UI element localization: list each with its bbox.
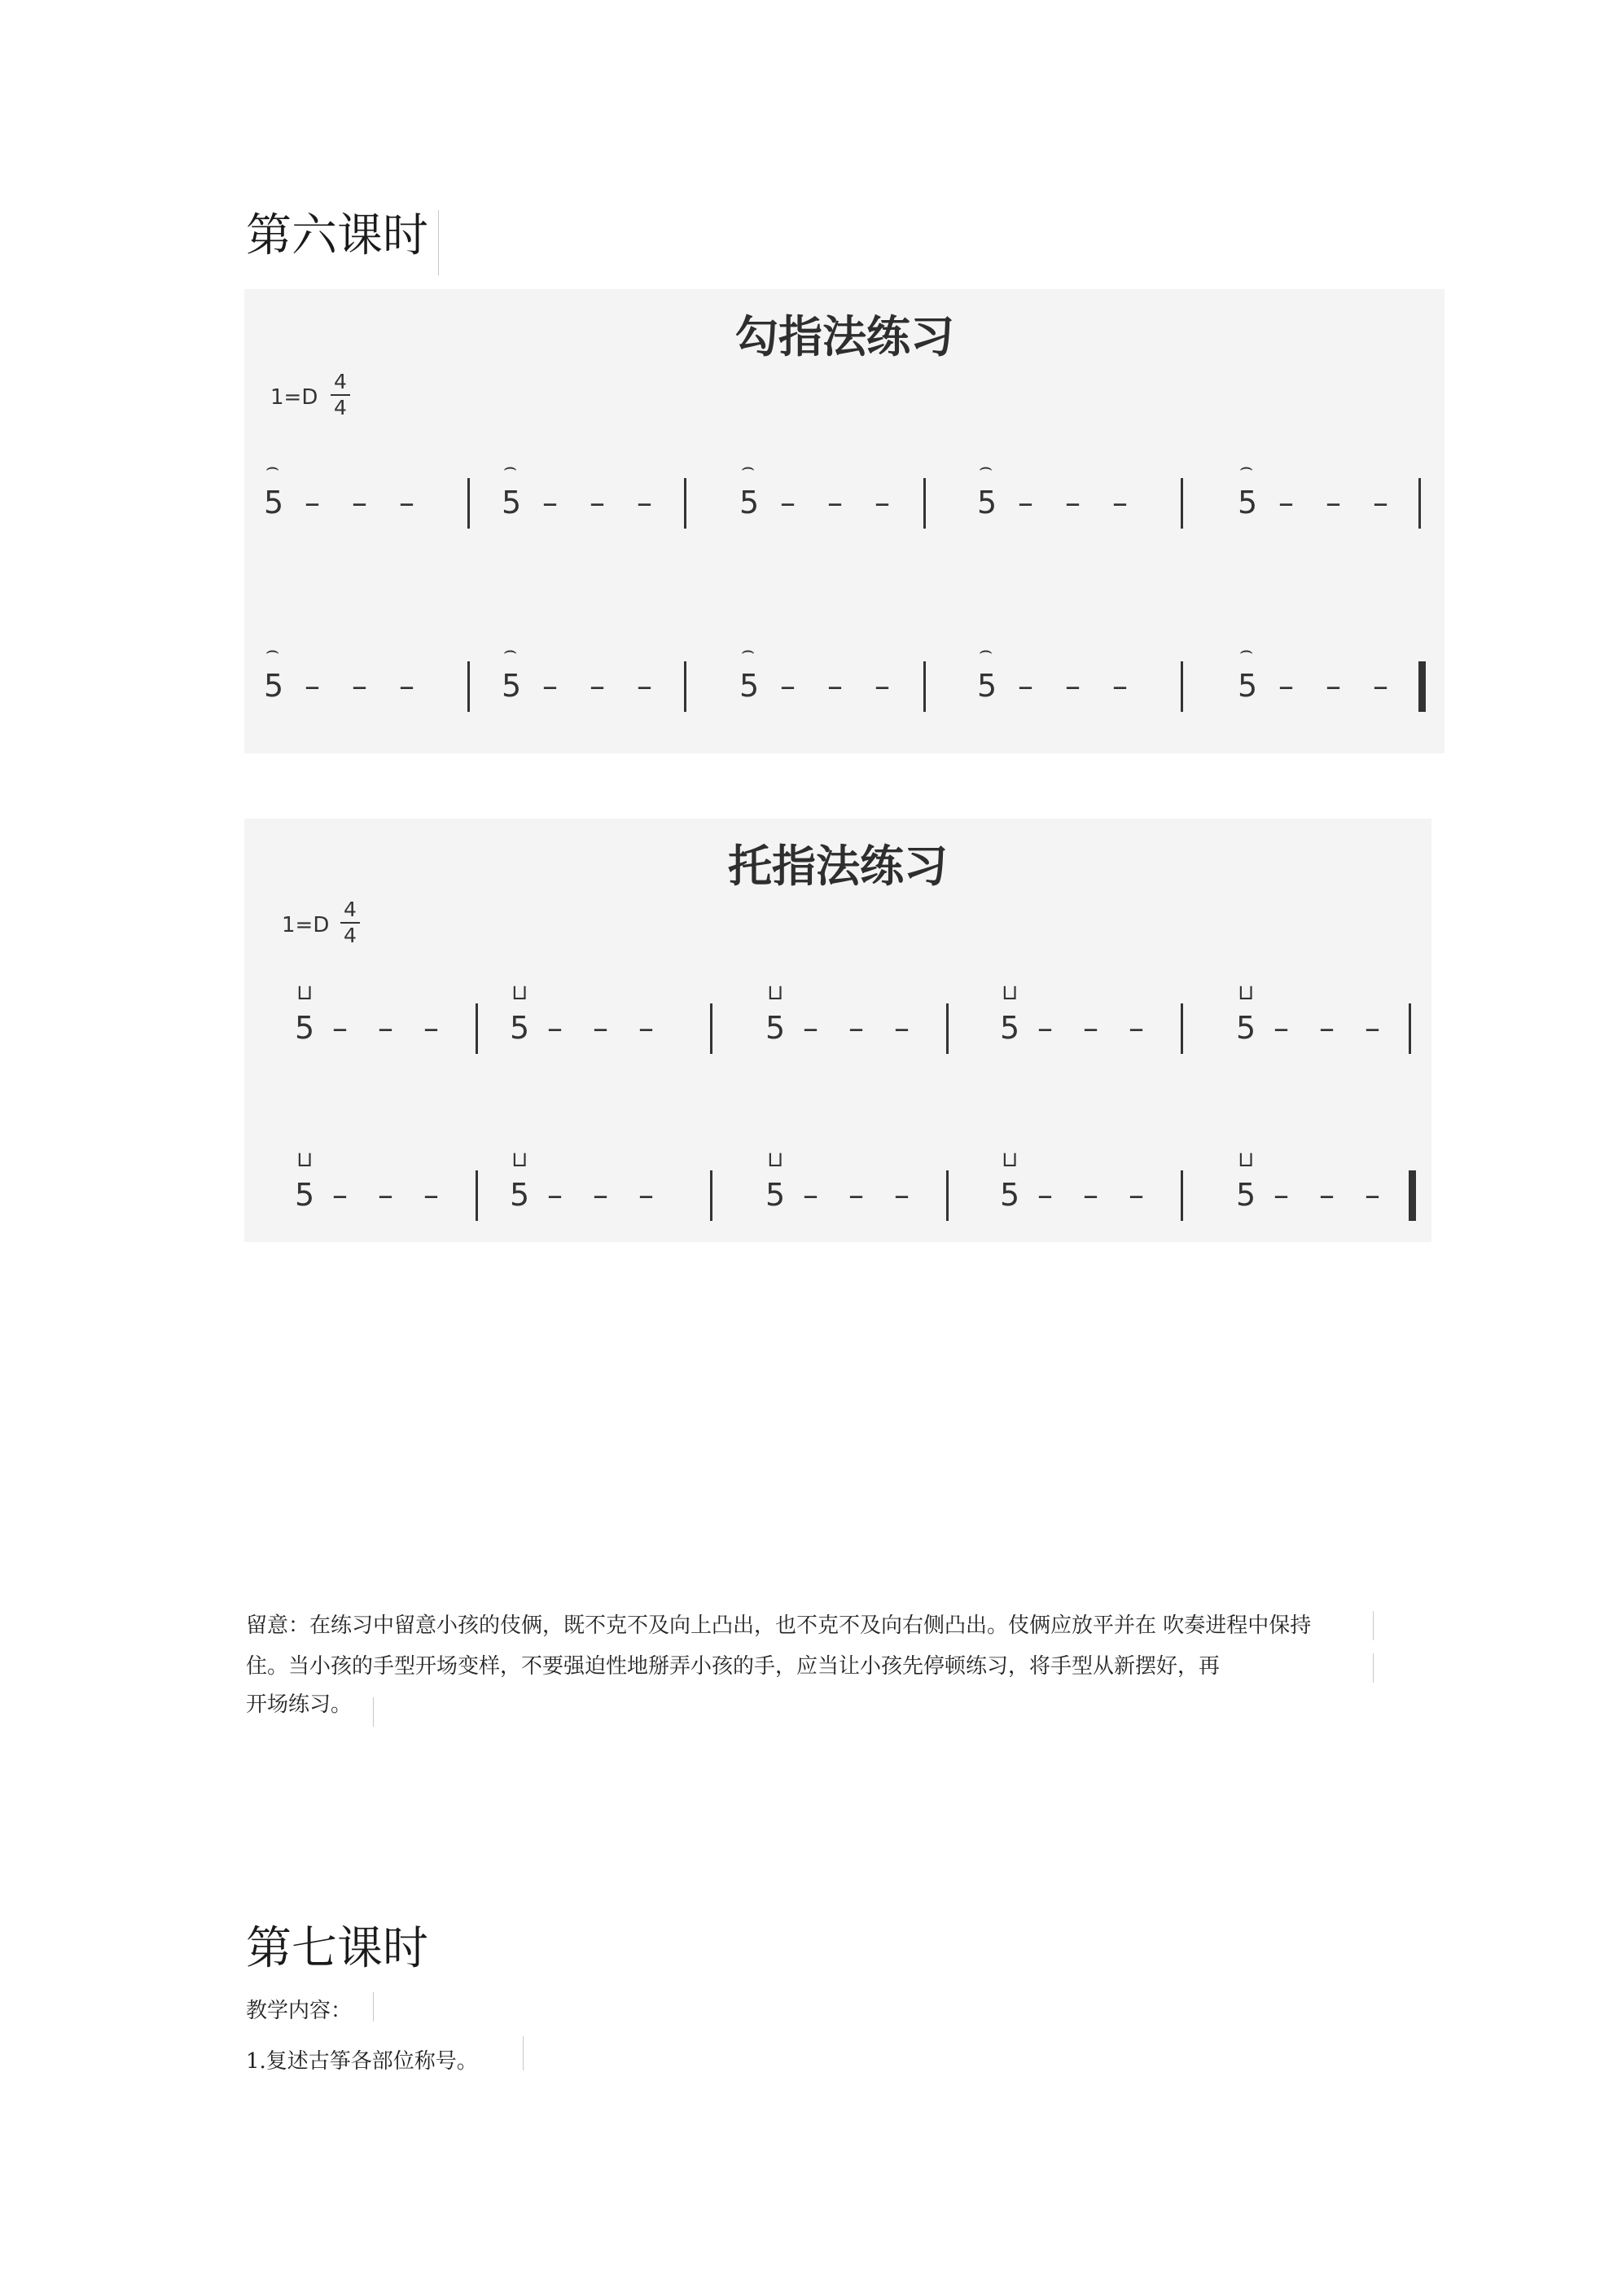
duration-dash: – — [1112, 668, 1128, 704]
text-cursor — [523, 2036, 524, 2070]
duration-dash: – — [590, 668, 605, 704]
score-title: 勾指法练习 — [734, 311, 954, 362]
technique-mark: ⊔ — [511, 1148, 528, 1172]
duration-dash: – — [637, 485, 652, 520]
duration-dash: – — [542, 485, 558, 520]
barline — [946, 1170, 949, 1221]
barline — [923, 478, 926, 529]
score-pluck-finger — [244, 819, 1431, 1242]
note-five: 5 ⊔ — [765, 1148, 786, 1213]
duration-dash: – — [1319, 1177, 1335, 1213]
key-signature: 1=D — [270, 385, 318, 410]
note-five: 5 ⌢ — [1238, 639, 1258, 704]
duration-dash: – — [1326, 485, 1341, 520]
barline — [476, 1003, 478, 1054]
duration-dash: – — [848, 1177, 864, 1213]
technique-mark: ⊔ — [1002, 1148, 1019, 1172]
note-five: 5 ⌢ — [977, 639, 997, 704]
note-five: 5 ⊔ — [765, 981, 786, 1046]
barline — [1418, 478, 1421, 529]
barline — [476, 1170, 478, 1221]
staff-row — [244, 981, 1431, 1075]
barline — [1409, 1003, 1411, 1054]
technique-mark: ⌢ — [265, 639, 280, 663]
note-five: 5 ⌢ — [502, 639, 522, 704]
technique-mark: ⌢ — [979, 639, 993, 663]
notice-line-2: 住。当小孩的手型开场变样，不要强迫性地掰弄小孩的手，应当让小孩先停顿练习，将手型从新摆好，再 — [246, 1654, 1221, 1679]
note-five: 5 ⌢ — [264, 639, 284, 704]
barline — [467, 478, 470, 529]
duration-dash: – — [780, 668, 796, 704]
duration-dash: – — [1365, 1010, 1380, 1046]
barline — [923, 661, 926, 712]
duration-dash: – — [1319, 1010, 1335, 1046]
technique-mark: ⊔ — [1238, 981, 1255, 1005]
duration-dash: – — [1037, 1010, 1053, 1046]
duration-dash: – — [1083, 1010, 1098, 1046]
staff-row — [244, 639, 1444, 733]
duration-dash: – — [399, 485, 414, 520]
duration-dash: – — [638, 1010, 654, 1046]
duration-dash: – — [803, 1010, 818, 1046]
lesson-7-title: 第七课时 — [246, 1922, 428, 1975]
barline — [710, 1170, 712, 1221]
time-signature: 4 4 — [340, 898, 360, 947]
duration-dash: – — [894, 1177, 910, 1213]
duration-dash: – — [894, 1010, 910, 1046]
text-cursor — [373, 1992, 374, 2022]
technique-mark: ⊔ — [767, 1148, 784, 1172]
duration-dash: – — [803, 1177, 818, 1213]
duration-dash: – — [423, 1177, 439, 1213]
duration-dash: – — [423, 1010, 439, 1046]
content-item-1: 1.复述古筝各部位称号。 — [246, 2049, 478, 2074]
barline — [710, 1003, 712, 1054]
technique-mark: ⌢ — [503, 639, 518, 663]
teaching-content-label: 教学内容： — [246, 1999, 353, 2023]
duration-dash: – — [332, 1010, 348, 1046]
notice-line-1: 留意：在练习中留意小孩的伎俩，既不克不及向上凸出，也不克不及向右侧凸出。伎俩应放平并在 吹奏进程中保持 — [246, 1613, 1312, 1638]
note-five: 5 ⊔ — [295, 1148, 315, 1213]
duration-dash: – — [638, 1177, 654, 1213]
note-five: 5 ⌢ — [1238, 455, 1258, 520]
note-five: 5 ⌢ — [264, 455, 284, 520]
technique-mark: ⌢ — [1239, 455, 1254, 480]
duration-dash: – — [399, 668, 414, 704]
barline — [1181, 661, 1183, 712]
duration-dash: – — [1273, 1177, 1289, 1213]
duration-dash: – — [542, 668, 558, 704]
barline — [946, 1003, 949, 1054]
note-five: 5 ⊔ — [1000, 981, 1020, 1046]
staff-row — [244, 455, 1444, 550]
duration-dash: – — [875, 485, 890, 520]
duration-dash: – — [1129, 1177, 1144, 1213]
technique-mark: ⊔ — [1238, 1148, 1255, 1172]
score-title: 托指法练习 — [728, 841, 948, 892]
text-cursor — [438, 210, 439, 275]
key-signature: 1=D — [282, 913, 330, 937]
text-cursor — [1373, 1611, 1374, 1640]
technique-mark: ⌢ — [741, 455, 756, 480]
duration-dash: – — [1373, 668, 1388, 704]
duration-dash: – — [1373, 485, 1388, 520]
technique-mark: ⌢ — [265, 455, 280, 480]
barline — [684, 478, 686, 529]
duration-dash: – — [637, 668, 652, 704]
duration-dash: – — [1018, 485, 1033, 520]
note-five: 5 ⌢ — [739, 455, 760, 520]
end-barline — [1409, 1170, 1416, 1221]
duration-dash: – — [378, 1010, 393, 1046]
duration-dash: – — [1018, 668, 1033, 704]
note-five: 5 ⊔ — [295, 981, 315, 1046]
note-five: 5 ⌢ — [502, 455, 522, 520]
barline — [684, 661, 686, 712]
note-five: 5 ⌢ — [977, 455, 997, 520]
duration-dash: – — [1065, 485, 1081, 520]
duration-dash: – — [1112, 485, 1128, 520]
duration-dash: – — [1273, 1010, 1289, 1046]
duration-dash: – — [378, 1177, 393, 1213]
barline — [467, 661, 470, 712]
technique-mark: ⊔ — [296, 1148, 313, 1172]
duration-dash: – — [827, 668, 843, 704]
duration-dash: – — [593, 1177, 608, 1213]
technique-mark: ⌢ — [741, 639, 756, 663]
technique-mark: ⌢ — [979, 455, 993, 480]
note-five: 5 ⊔ — [510, 1148, 530, 1213]
duration-dash: – — [1129, 1010, 1144, 1046]
duration-dash: – — [1278, 668, 1294, 704]
technique-mark: ⌢ — [1239, 639, 1254, 663]
duration-dash: – — [332, 1177, 348, 1213]
duration-dash: – — [547, 1010, 563, 1046]
barline — [1181, 1003, 1183, 1054]
note-five: 5 ⊔ — [510, 981, 530, 1046]
text-cursor — [373, 1697, 374, 1727]
note-five: 5 ⌢ — [739, 639, 760, 704]
barline — [1181, 1170, 1183, 1221]
duration-dash: – — [848, 1010, 864, 1046]
notice-line-3: 开场练习。 — [246, 1692, 353, 1717]
duration-dash: – — [305, 485, 320, 520]
duration-dash: – — [827, 485, 843, 520]
technique-mark: ⊔ — [767, 981, 784, 1005]
duration-dash: – — [1278, 485, 1294, 520]
technique-mark: ⌢ — [503, 455, 518, 480]
text-cursor — [1373, 1653, 1374, 1683]
duration-dash: – — [1326, 668, 1341, 704]
end-barline — [1418, 661, 1426, 712]
duration-dash: – — [1365, 1177, 1380, 1213]
barline — [1181, 478, 1183, 529]
technique-mark: ⊔ — [511, 981, 528, 1005]
duration-dash: – — [352, 668, 367, 704]
duration-dash: – — [1083, 1177, 1098, 1213]
note-five: 5 ⊔ — [1000, 1148, 1020, 1213]
staff-row — [244, 1148, 1431, 1242]
duration-dash: – — [1065, 668, 1081, 704]
technique-mark: ⊔ — [296, 981, 313, 1005]
technique-mark: ⊔ — [1002, 981, 1019, 1005]
duration-dash: – — [593, 1010, 608, 1046]
duration-dash: – — [352, 485, 367, 520]
duration-dash: – — [305, 668, 320, 704]
duration-dash: – — [875, 668, 890, 704]
note-five: 5 ⊔ — [1236, 981, 1256, 1046]
duration-dash: – — [780, 485, 796, 520]
time-signature: 4 4 — [331, 371, 350, 419]
duration-dash: – — [1037, 1177, 1053, 1213]
score-hook-finger — [244, 289, 1444, 753]
duration-dash: – — [590, 485, 605, 520]
lesson-6-title: 第六课时 — [246, 209, 428, 262]
duration-dash: – — [547, 1177, 563, 1213]
note-five: 5 ⊔ — [1236, 1148, 1256, 1213]
